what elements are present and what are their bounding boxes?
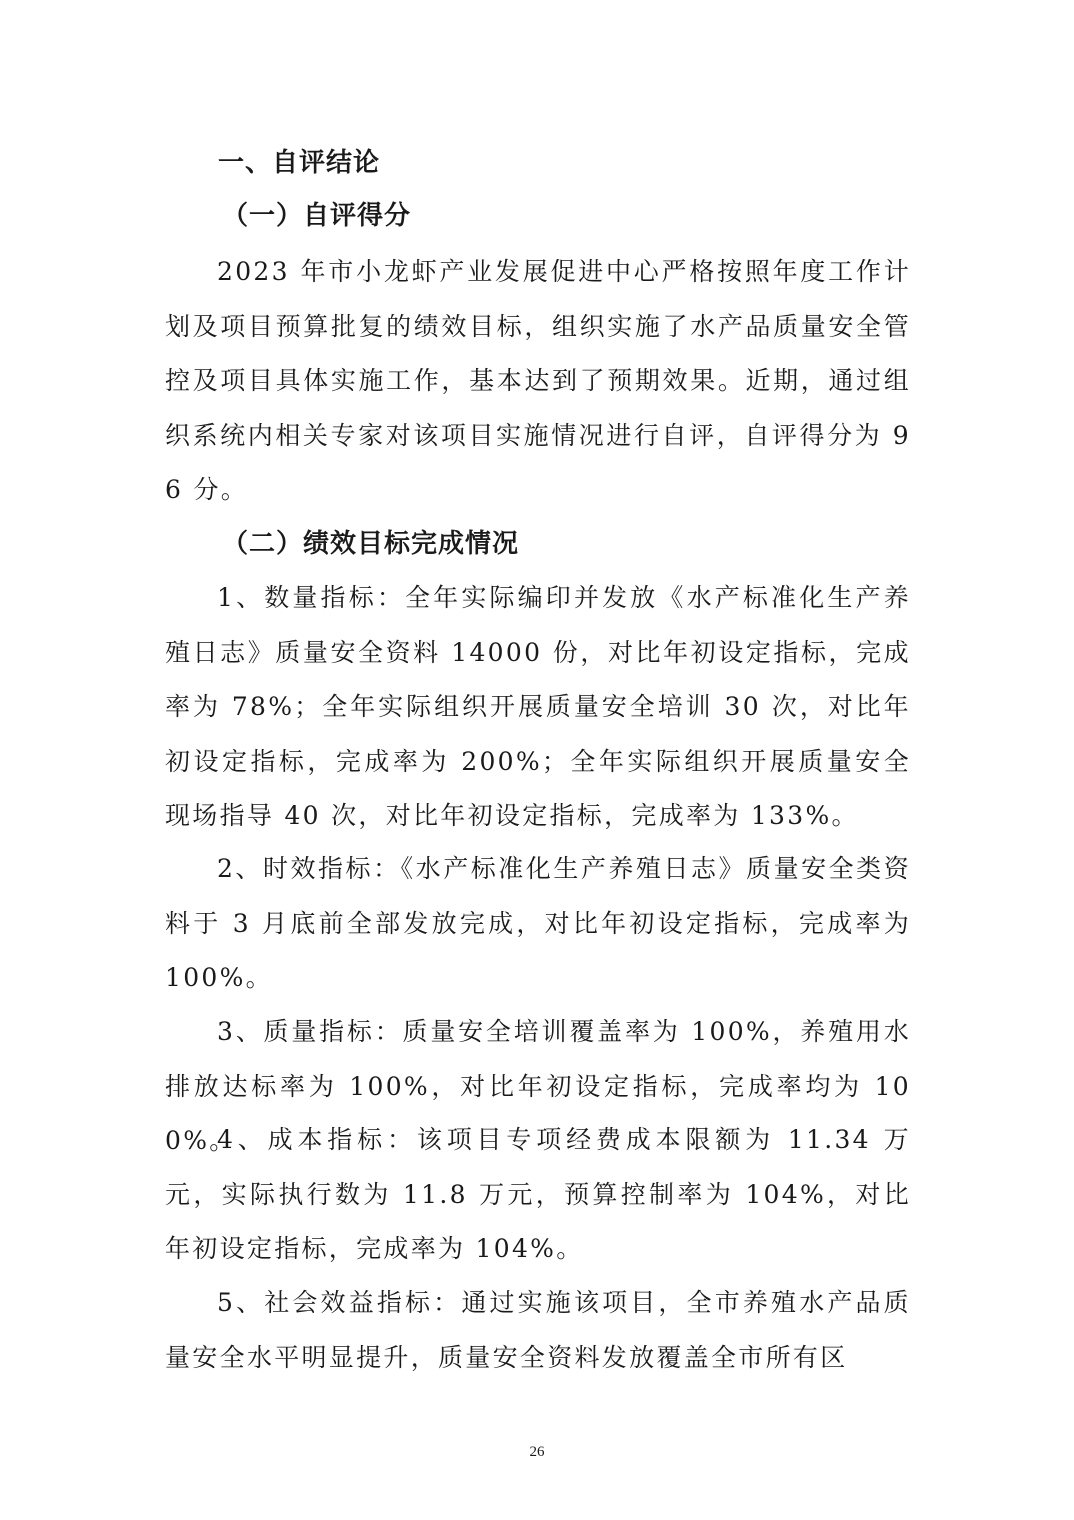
list-item-timeliness-indicator: 2、时效指标：《水产标准化生产养殖日志》质量安全类资料于 3 月底前全部发放完成，对比年初设定指标，完成率为 100%。 (165, 854, 911, 992)
list-item-cost-indicator: 4、成本指标：该项目专项经费成本限额为 11.34 万元，实际执行数为 11.8 万元，预算控制率为 104%，对比年初设定指标，完成率为 104%。 (165, 1125, 911, 1263)
sub-heading-target-completion: （二）绩效目标完成情况 (222, 529, 520, 559)
list-item-quantity-indicator: 1、数量指标：全年实际编印并发放《水产标准化生产养殖日志》质量安全资料 14000 份，对比年初设定指标，完成率为 78%；全年实际组织开展质量安全培训 30 次，对比年初设定指标，完成率为 200%；全年实际组织开展质量安全现场指导 40 次，对比年初设定指标，完成率为 133%。 (165, 583, 911, 830)
paragraph-self-score: 2023 年市小龙虾产业发展促进中心严格按照年度工作计划及项目预算批复的绩效目标，组织实施了水产品质量安全管控及项目具体实施工作，基本达到了预期效果。近期，通过组织系统内相关专家对该项目实施情况进行自评，自评得分为 96 分。 (165, 257, 911, 504)
list-item-social-benefit-indicator: 5、社会效益指标：通过实施该项目，全市养殖水产品质量安全水平明显提升，质量安全资料发放覆盖全市所有区 (165, 1288, 911, 1372)
list-item-quality-indicator: 3、质量指标：质量安全培训覆盖率为 100%，养殖用水排放达标率为 100%，对比年初设定指标，完成率均为 100%。 (165, 1017, 911, 1155)
page-number: 26 (529, 1444, 545, 1460)
sub-heading-self-score: （一）自评得分 (222, 201, 412, 231)
section-heading: 一、自评结论 (218, 148, 381, 178)
